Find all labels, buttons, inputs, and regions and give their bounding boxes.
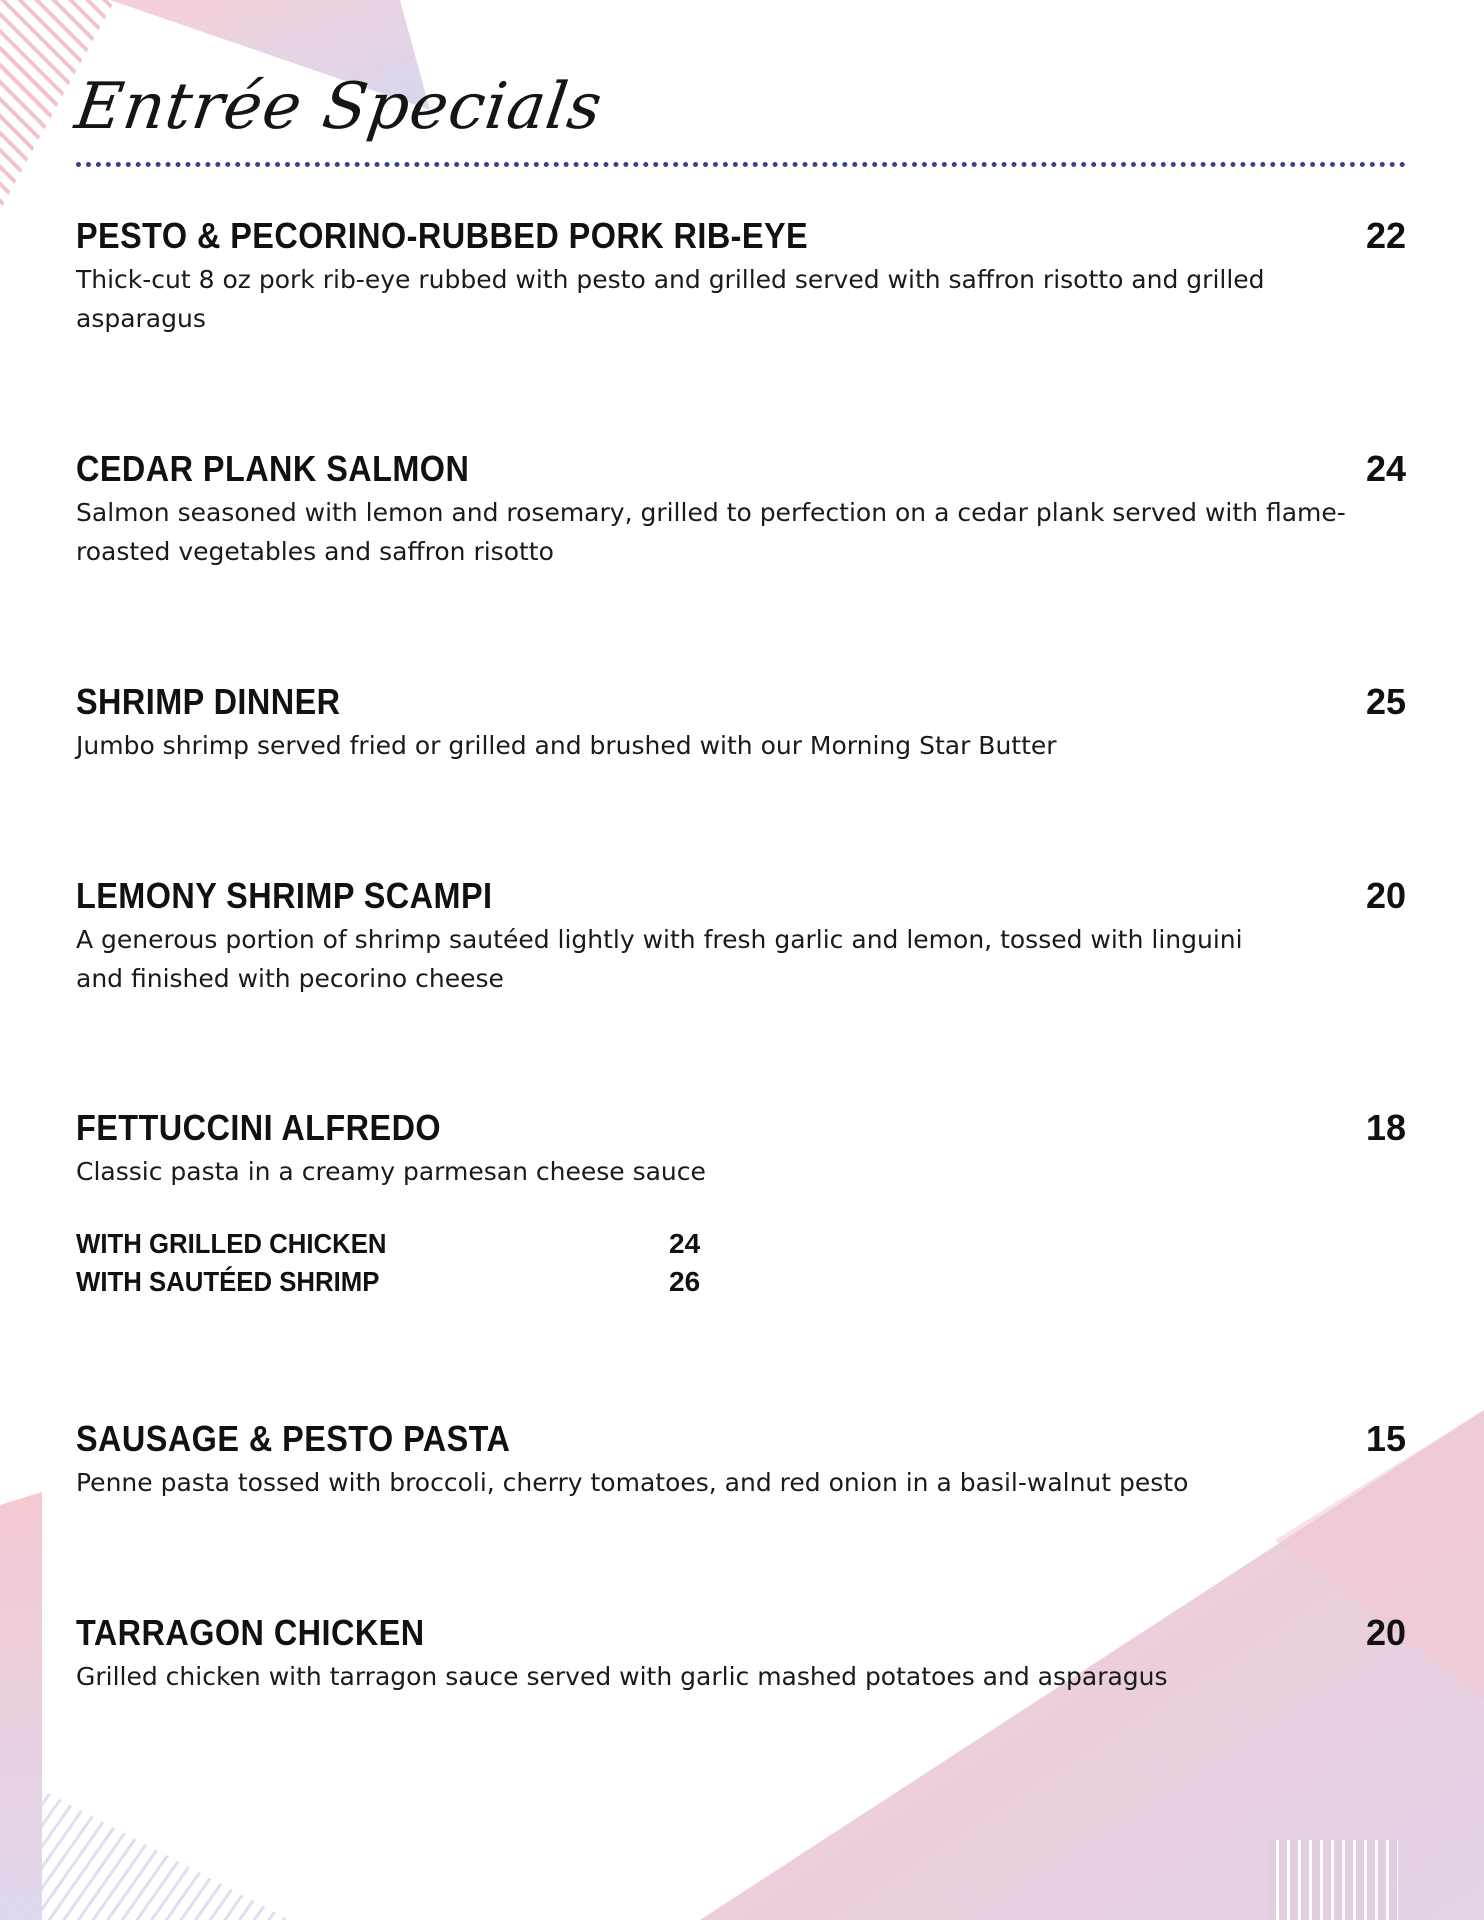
item-name: PESTO & PECORINO-RUBBED PORK RIB-EYE xyxy=(76,215,809,256)
item-description: Jumbo shrimp served fried or grilled and brushed with our Morning Star Butter xyxy=(76,731,1057,760)
page-title: Entrée Specials xyxy=(70,70,608,144)
item-description: Thick-cut 8 oz pork rib-eye rubbed with pesto and grilled served with saffron risotto and grilled asparagus xyxy=(76,265,1265,333)
item-price: 25 xyxy=(1365,681,1406,722)
left-strip-shape xyxy=(0,1492,42,1920)
menu-item xyxy=(76,214,1406,338)
item-price: 18 xyxy=(1365,1107,1406,1148)
item-description: A generous portion of shrimp sautéed lightly with fresh garlic and lemon, tossed with linguini and finished with pecorino cheese xyxy=(76,925,1243,993)
dotted-divider xyxy=(76,162,1406,167)
item-description: Penne pasta tossed with broccoli, cherry tomatoes, and red onion in a basil-walnut pesto xyxy=(76,1468,1189,1497)
add-on-options xyxy=(76,1225,1406,1301)
item-price: 20 xyxy=(1365,1612,1406,1653)
option-row xyxy=(76,1225,1406,1263)
item-price: 15 xyxy=(1365,1418,1406,1459)
option-price: 26 xyxy=(669,1266,701,1297)
menu-item xyxy=(76,874,1406,998)
item-name: LEMONY SHRIMP SCAMPI xyxy=(76,875,493,916)
item-name: TARRAGON CHICKEN xyxy=(76,1612,425,1653)
item-description: Grilled chicken with tarragon sauce served with garlic mashed potatoes and asparagus xyxy=(76,1662,1168,1691)
menu-item xyxy=(76,447,1406,571)
item-price: 24 xyxy=(1365,448,1406,489)
menu-item xyxy=(76,680,1406,765)
item-name: SHRIMP DINNER xyxy=(76,681,341,722)
item-description: Classic pasta in a creamy parmesan cheese sauce xyxy=(76,1157,706,1186)
bottom-right-stripes xyxy=(1268,1840,1398,1920)
option-label: WITH GRILLED CHICKEN xyxy=(76,1228,387,1259)
item-name: CEDAR PLANK SALMON xyxy=(76,448,470,489)
bottom-left-lines xyxy=(42,1790,290,1920)
menu-item xyxy=(76,1611,1406,1696)
option-label: WITH SAUTÉED SHRIMP xyxy=(76,1266,380,1297)
option-row xyxy=(76,1263,1406,1301)
menu-item xyxy=(76,1417,1406,1502)
item-description: Salmon seasoned with lemon and rosemary, grilled to perfection on a cedar plank served with flame-roasted vegetables and saffron risotto xyxy=(76,498,1346,566)
option-price: 24 xyxy=(669,1228,701,1259)
item-name: FETTUCCINI ALFREDO xyxy=(76,1107,442,1148)
item-price: 22 xyxy=(1365,215,1406,256)
item-price: 20 xyxy=(1365,875,1406,916)
item-name: SAUSAGE & PESTO PASTA xyxy=(76,1418,511,1459)
menu-item xyxy=(76,1106,1406,1301)
